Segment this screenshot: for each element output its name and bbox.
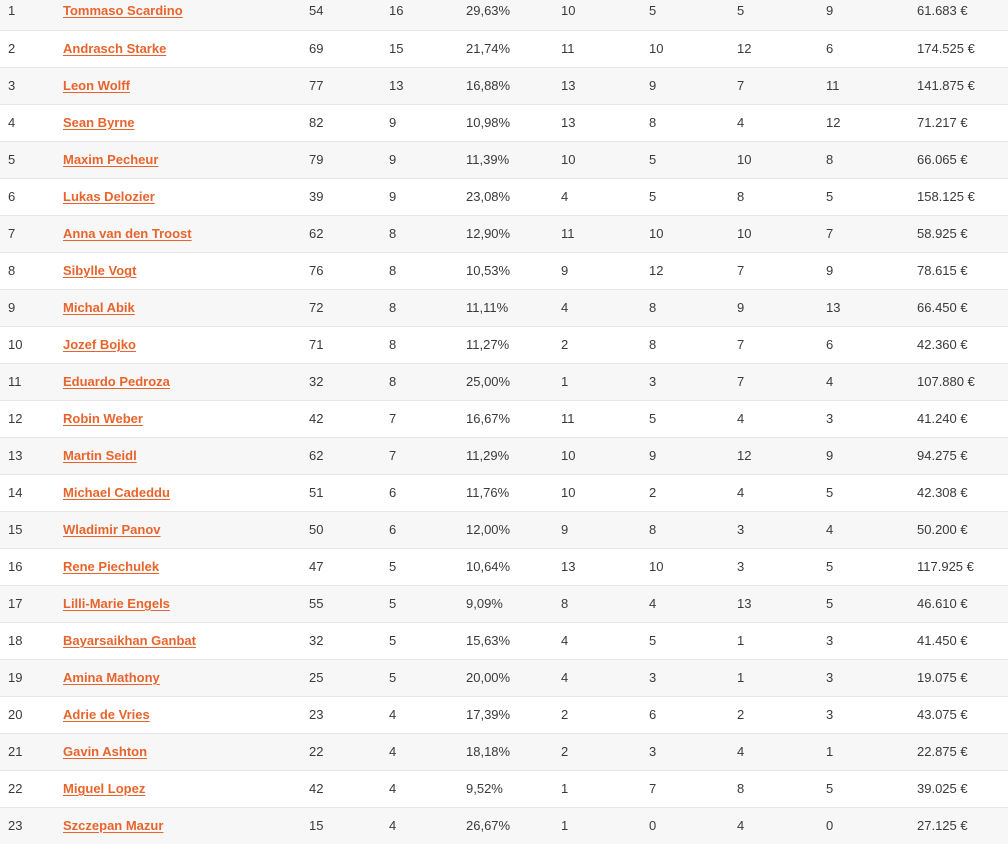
name-cell (63, 808, 163, 844)
fourth-places-cell: 4 (737, 818, 745, 833)
win-rate-cell: 11,29% (466, 448, 510, 463)
second-places-cell: 10 (561, 152, 576, 167)
mounts-cell: 22 (309, 744, 324, 759)
table-row (0, 252, 1008, 289)
mounts-cell: 32 (309, 374, 324, 389)
earnings-cell: 61.683 € (917, 3, 968, 18)
jockey-name-link[interactable]: Leon Wolff (63, 78, 130, 93)
wins-cell: 8 (389, 263, 397, 278)
table-row (0, 474, 1008, 511)
win-rate-cell: 29,63% (466, 3, 511, 18)
rank-cell: 6 (8, 189, 16, 204)
mounts-cell: 42 (309, 781, 324, 796)
name-cell (63, 142, 158, 178)
mounts-cell: 76 (309, 263, 324, 278)
rank-cell: 5 (8, 152, 16, 167)
wins-cell: 5 (389, 633, 397, 648)
win-rate-cell: 16,88% (466, 78, 511, 93)
fifth-places-cell: 9 (826, 3, 834, 18)
rank-cell: 7 (8, 226, 16, 241)
earnings-cell: 41.450 € (917, 633, 968, 648)
win-rate-cell: 18,18% (466, 744, 511, 759)
jockey-name-link[interactable]: Tommaso Scardino (63, 3, 183, 18)
earnings-cell: 58.925 € (917, 226, 968, 241)
third-places-cell: 3 (649, 670, 657, 685)
fifth-places-cell: 4 (826, 374, 834, 389)
third-places-cell: 9 (649, 78, 657, 93)
table-row (0, 0, 1008, 30)
fifth-places-cell: 5 (826, 189, 834, 204)
name-cell (63, 105, 135, 141)
name-cell (63, 179, 155, 215)
table-row (0, 437, 1008, 474)
rank-cell: 14 (8, 485, 23, 500)
wins-cell: 9 (389, 115, 397, 130)
jockey-name-link[interactable]: Anna van den Troost (63, 226, 192, 241)
jockey-name-link[interactable]: Amina Mathony (63, 670, 160, 685)
name-cell (63, 327, 136, 363)
fifth-places-cell: 5 (826, 781, 834, 796)
second-places-cell: 2 (561, 707, 569, 722)
third-places-cell: 0 (649, 818, 657, 833)
rank-cell: 21 (8, 744, 23, 759)
jockey-name-link[interactable]: Wladimir Panov (63, 522, 161, 537)
rank-cell: 11 (8, 374, 22, 389)
jockey-name-link[interactable]: Maxim Pecheur (63, 152, 159, 167)
mounts-cell: 51 (309, 485, 324, 500)
rank-cell: 18 (8, 633, 23, 648)
third-places-cell: 3 (649, 744, 657, 759)
fourth-places-cell: 13 (737, 596, 752, 611)
jockey-name-link[interactable]: Adrie de Vries (63, 707, 150, 722)
third-places-cell: 4 (649, 596, 657, 611)
second-places-cell: 9 (561, 263, 569, 278)
jockey-name-link[interactable]: Michal Abik (63, 300, 135, 315)
earnings-cell: 71.217 € (917, 115, 968, 130)
fourth-places-cell: 12 (737, 448, 752, 463)
second-places-cell: 4 (561, 670, 569, 685)
rank-cell: 1 (8, 3, 16, 18)
jockey-name-link[interactable]: Lilli-Marie Engels (63, 596, 170, 611)
table-row (0, 67, 1008, 104)
fourth-places-cell: 10 (737, 152, 752, 167)
wins-cell: 15 (389, 41, 404, 56)
win-rate-cell: 10,53% (466, 263, 511, 278)
fourth-places-cell: 7 (737, 374, 745, 389)
jockey-name-link[interactable]: Miguel Lopez (63, 781, 146, 796)
fifth-places-cell: 3 (826, 707, 834, 722)
win-rate-cell: 11,11% (466, 300, 509, 315)
fourth-places-cell: 5 (737, 3, 745, 18)
third-places-cell: 10 (649, 559, 664, 574)
rank-cell: 3 (8, 78, 16, 93)
win-rate-cell: 23,08% (466, 189, 511, 204)
jockey-name-link[interactable]: Szczepan Mazur (63, 818, 164, 833)
table-row (0, 326, 1008, 363)
fifth-places-cell: 6 (826, 337, 834, 352)
third-places-cell: 8 (649, 337, 657, 352)
fifth-places-cell: 5 (826, 596, 834, 611)
table-row (0, 104, 1008, 141)
wins-cell: 8 (389, 337, 397, 352)
fourth-places-cell: 10 (737, 226, 752, 241)
third-places-cell: 10 (649, 226, 664, 241)
fifth-places-cell: 9 (826, 448, 834, 463)
rank-cell: 8 (8, 263, 16, 278)
second-places-cell: 13 (561, 78, 576, 93)
name-cell (63, 586, 170, 622)
mounts-cell: 32 (309, 633, 324, 648)
mounts-cell: 79 (309, 152, 324, 167)
table-row (0, 548, 1008, 585)
third-places-cell: 8 (649, 115, 657, 130)
mounts-cell: 54 (309, 3, 324, 18)
second-places-cell: 4 (561, 189, 569, 204)
rank-cell: 12 (8, 411, 23, 426)
second-places-cell: 2 (561, 744, 569, 759)
name-cell (63, 31, 166, 67)
mounts-cell: 39 (309, 189, 324, 204)
earnings-cell: 107.880 € (917, 374, 975, 389)
fourth-places-cell: 4 (737, 411, 745, 426)
name-cell (63, 697, 150, 733)
earnings-cell: 27.125 € (917, 818, 968, 833)
earnings-cell: 46.610 € (917, 596, 968, 611)
table-row (0, 215, 1008, 252)
fourth-places-cell: 7 (737, 263, 745, 278)
second-places-cell: 13 (561, 115, 576, 130)
jockey-name-link[interactable]: Eduardo Pedroza (63, 374, 170, 389)
earnings-cell: 66.065 € (917, 152, 968, 167)
mounts-cell: 82 (309, 115, 324, 130)
name-cell (63, 438, 137, 474)
wins-cell: 4 (389, 744, 397, 759)
earnings-cell: 141.875 € (917, 78, 975, 93)
name-cell (63, 68, 130, 104)
fourth-places-cell: 3 (737, 559, 745, 574)
third-places-cell: 5 (649, 189, 657, 204)
jockey-name-link[interactable]: Sean Byrne (63, 115, 135, 130)
name-cell (63, 401, 143, 437)
fourth-places-cell: 1 (737, 633, 745, 648)
table-row (0, 363, 1008, 400)
earnings-cell: 158.125 € (917, 189, 975, 204)
mounts-cell: 62 (309, 226, 324, 241)
win-rate-cell: 16,67% (466, 411, 511, 426)
name-cell (63, 771, 145, 807)
fifth-places-cell: 13 (826, 300, 841, 315)
mounts-cell: 15 (309, 818, 324, 833)
fifth-places-cell: 3 (826, 633, 834, 648)
win-rate-cell: 10,64% (466, 559, 511, 574)
earnings-cell: 174.525 € (917, 41, 975, 56)
rank-cell: 20 (8, 707, 23, 722)
earnings-cell: 50.200 € (917, 522, 968, 537)
win-rate-cell: 26,67% (466, 818, 511, 833)
wins-cell: 4 (389, 707, 397, 722)
fourth-places-cell: 9 (737, 300, 745, 315)
wins-cell: 8 (389, 226, 397, 241)
table-row (0, 511, 1008, 548)
rank-cell: 9 (8, 300, 16, 315)
win-rate-cell: 11,76% (466, 485, 510, 500)
jockey-name-link[interactable]: Martin Seidl (63, 448, 137, 463)
fourth-places-cell: 8 (737, 781, 745, 796)
second-places-cell: 1 (561, 781, 569, 796)
table-row (0, 770, 1008, 807)
earnings-cell: 22.875 € (917, 744, 968, 759)
fifth-places-cell: 12 (826, 115, 841, 130)
table-row (0, 585, 1008, 622)
earnings-cell: 19.075 € (917, 670, 968, 685)
wins-cell: 9 (389, 152, 397, 167)
second-places-cell: 10 (561, 485, 576, 500)
name-cell (63, 512, 161, 548)
win-rate-cell: 11,39% (466, 152, 510, 167)
win-rate-cell: 12,00% (466, 522, 511, 537)
rank-cell: 23 (8, 818, 23, 833)
second-places-cell: 10 (561, 448, 576, 463)
third-places-cell: 6 (649, 707, 657, 722)
win-rate-cell: 11,27% (466, 337, 510, 352)
jockey-name-link[interactable]: Bayarsaikhan Ganbat (63, 633, 196, 648)
third-places-cell: 2 (649, 485, 657, 500)
wins-cell: 8 (389, 300, 397, 315)
fifth-places-cell: 6 (826, 41, 834, 56)
rank-cell: 19 (8, 670, 23, 685)
rank-cell: 4 (8, 115, 16, 130)
earnings-cell: 41.240 € (917, 411, 968, 426)
win-rate-cell: 17,39% (466, 707, 511, 722)
earnings-cell: 66.450 € (917, 300, 968, 315)
wins-cell: 7 (389, 448, 397, 463)
earnings-cell: 42.308 € (917, 485, 968, 500)
third-places-cell: 5 (649, 152, 657, 167)
name-cell (63, 253, 136, 289)
table-row (0, 733, 1008, 770)
fifth-places-cell: 5 (826, 559, 834, 574)
fourth-places-cell: 3 (737, 522, 745, 537)
third-places-cell: 8 (649, 522, 657, 537)
mounts-cell: 62 (309, 448, 324, 463)
second-places-cell: 1 (561, 374, 569, 389)
name-cell (63, 734, 147, 770)
mounts-cell: 72 (309, 300, 324, 315)
wins-cell: 5 (389, 596, 397, 611)
fifth-places-cell: 5 (826, 485, 834, 500)
fifth-places-cell: 3 (826, 411, 834, 426)
mounts-cell: 77 (309, 78, 324, 93)
fourth-places-cell: 4 (737, 485, 745, 500)
wins-cell: 6 (389, 522, 397, 537)
fourth-places-cell: 7 (737, 337, 745, 352)
second-places-cell: 2 (561, 337, 569, 352)
third-places-cell: 12 (649, 263, 664, 278)
second-places-cell: 1 (561, 818, 569, 833)
table-row (0, 141, 1008, 178)
table-row (0, 807, 1008, 844)
win-rate-cell: 10,98% (466, 115, 511, 130)
table-row (0, 659, 1008, 696)
rank-cell: 2 (8, 41, 16, 56)
second-places-cell: 11 (561, 411, 575, 426)
table-row (0, 400, 1008, 437)
mounts-cell: 50 (309, 522, 324, 537)
win-rate-cell: 9,09% (466, 596, 503, 611)
earnings-cell: 94.275 € (917, 448, 968, 463)
fifth-places-cell: 1 (826, 744, 834, 759)
jockey-name-link[interactable]: Jozef Bojko (63, 337, 136, 352)
rank-cell: 10 (8, 337, 23, 352)
mounts-cell: 55 (309, 596, 324, 611)
third-places-cell: 7 (649, 781, 657, 796)
fifth-places-cell: 0 (826, 818, 834, 833)
wins-cell: 5 (389, 559, 397, 574)
name-cell (63, 475, 170, 511)
win-rate-cell: 20,00% (466, 670, 511, 685)
name-cell (63, 216, 192, 252)
win-rate-cell: 25,00% (466, 374, 511, 389)
mounts-cell: 23 (309, 707, 324, 722)
win-rate-cell: 15,63% (466, 633, 511, 648)
second-places-cell: 4 (561, 300, 569, 315)
jockey-name-link[interactable]: Michael Cadeddu (63, 485, 170, 500)
table-row (0, 289, 1008, 326)
name-cell (63, 0, 183, 29)
wins-cell: 9 (389, 189, 397, 204)
earnings-cell: 78.615 € (917, 263, 968, 278)
win-rate-cell: 21,74% (466, 41, 511, 56)
rank-cell: 16 (8, 559, 23, 574)
fifth-places-cell: 9 (826, 263, 834, 278)
name-cell (63, 549, 159, 585)
jockey-name-link[interactable]: Lukas Delozier (63, 189, 155, 204)
fourth-places-cell: 2 (737, 707, 745, 722)
win-rate-cell: 9,52% (466, 781, 503, 796)
rank-cell: 17 (8, 596, 23, 611)
jockey-name-link[interactable]: Sibylle Vogt (63, 263, 137, 278)
table-row (0, 696, 1008, 733)
jockey-name-link[interactable]: Andrasch Starke (63, 41, 167, 56)
fifth-places-cell: 8 (826, 152, 834, 167)
jockey-name-link[interactable]: Gavin Ashton (63, 744, 148, 759)
jockey-name-link[interactable]: Rene Piechulek (63, 559, 160, 574)
fifth-places-cell: 4 (826, 522, 834, 537)
second-places-cell: 10 (561, 3, 576, 18)
fourth-places-cell: 4 (737, 115, 745, 130)
rank-cell: 13 (8, 448, 23, 463)
name-cell (63, 290, 135, 326)
wins-cell: 16 (389, 3, 404, 18)
second-places-cell: 4 (561, 633, 569, 648)
fourth-places-cell: 4 (737, 744, 745, 759)
fourth-places-cell: 8 (737, 189, 745, 204)
earnings-cell: 42.360 € (917, 337, 968, 352)
mounts-cell: 69 (309, 41, 324, 56)
wins-cell: 4 (389, 818, 397, 833)
second-places-cell: 13 (561, 559, 576, 574)
wins-cell: 6 (389, 485, 397, 500)
fifth-places-cell: 11 (826, 78, 840, 93)
win-rate-cell: 12,90% (466, 226, 511, 241)
mounts-cell: 25 (309, 670, 324, 685)
earnings-cell: 39.025 € (917, 781, 968, 796)
wins-cell: 8 (389, 374, 397, 389)
name-cell (63, 660, 160, 696)
second-places-cell: 9 (561, 522, 569, 537)
wins-cell: 5 (389, 670, 397, 685)
mounts-cell: 47 (309, 559, 324, 574)
third-places-cell: 8 (649, 300, 657, 315)
table-row (0, 178, 1008, 215)
name-cell (63, 623, 196, 659)
earnings-cell: 117.925 € (917, 559, 974, 574)
table-row (0, 30, 1008, 67)
rank-cell: 15 (8, 522, 23, 537)
fourth-places-cell: 12 (737, 41, 752, 56)
second-places-cell: 8 (561, 596, 569, 611)
second-places-cell: 11 (561, 226, 575, 241)
third-places-cell: 3 (649, 374, 657, 389)
table-row (0, 622, 1008, 659)
third-places-cell: 10 (649, 41, 664, 56)
fourth-places-cell: 1 (737, 670, 745, 685)
third-places-cell: 5 (649, 411, 657, 426)
third-places-cell: 9 (649, 448, 657, 463)
third-places-cell: 5 (649, 3, 657, 18)
fifth-places-cell: 7 (826, 226, 834, 241)
jockey-name-link[interactable]: Robin Weber (63, 411, 143, 426)
third-places-cell: 5 (649, 633, 657, 648)
fourth-places-cell: 7 (737, 78, 745, 93)
rank-cell: 22 (8, 781, 23, 796)
wins-cell: 4 (389, 781, 397, 796)
wins-cell: 13 (389, 78, 404, 93)
wins-cell: 7 (389, 411, 397, 426)
name-cell (63, 364, 170, 400)
earnings-cell: 43.075 € (917, 707, 968, 722)
second-places-cell: 11 (561, 41, 575, 56)
fifth-places-cell: 3 (826, 670, 834, 685)
mounts-cell: 42 (309, 411, 324, 426)
mounts-cell: 71 (309, 337, 324, 352)
